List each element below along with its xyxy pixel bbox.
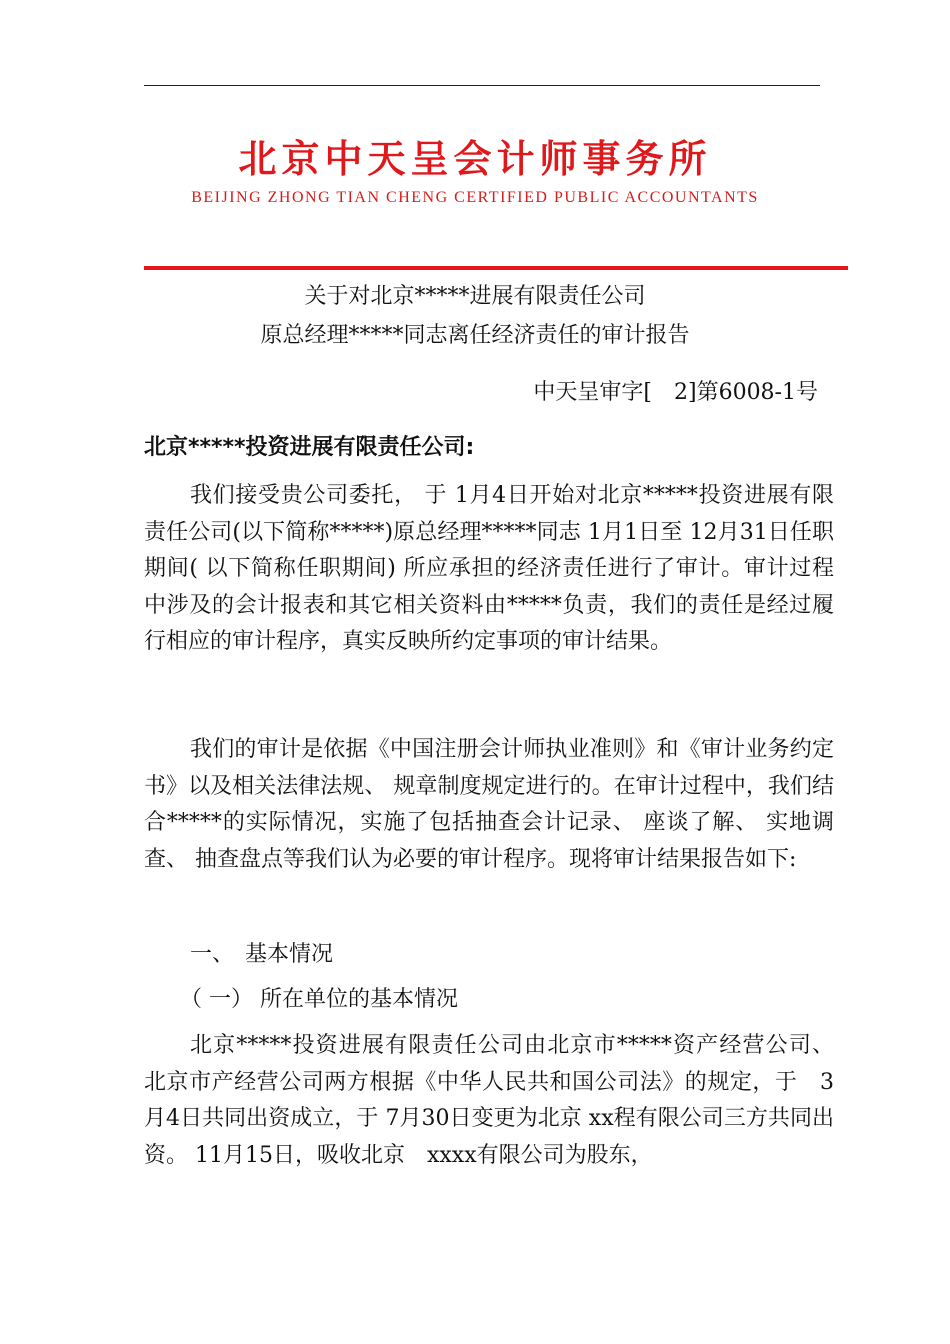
paragraph-text: 我们接受贵公司委托， 于 1月4日开始对北京*****投资进展有限责任公司(以下简称*****)原总经理*****同志 1月1日至 12月31日任职期间( 以下简称任职期间) 所应承担的经济责任进行了审计。审计过程中涉及的会计报表和其它相关资料由*****负责，我们的责任是经过履行相应的审计程序，真实反映所约定事项的审计结果。 [144, 483, 834, 655]
report-title-line-1: 关于对北京*****进展有限责任公司 [304, 284, 646, 309]
letterhead-red-rule [144, 266, 848, 270]
firm-name-cn: 北京中天呈会计师事务所 [238, 137, 712, 181]
top-divider [144, 85, 820, 86]
section-heading-2: （ 一） 所在单位的基本情况 [180, 987, 458, 1012]
addressee: 北京*****投资进展有限责任公司: [144, 435, 475, 460]
body-paragraph-2 [144, 732, 834, 878]
body-paragraph-3 [144, 1028, 834, 1174]
firm-name-en: BEIJING ZHONG TIAN CHENG CERTIFIED PUBLIC ACCOUNTANTS [191, 189, 759, 206]
body-paragraph-1 [144, 478, 834, 661]
report-title-line-2: 原总经理*****同志离任经济责任的审计报告 [260, 323, 690, 348]
section-heading-1: 一、 基本情况 [190, 942, 334, 967]
paragraph-text: 北京*****投资进展有限责任公司由北京市*****资产经营公司、 北京市产经营公司两方根据《中华人民共和国公司法》的规定，于 3月4日共同出资成立，于 7月30日变更为北京 xx程有限公司三方共同出资。 11月15日，吸收北京 xxxx有限公司为股东， [144, 1033, 834, 1168]
paragraph-text: 我们的审计是依据《中国注册会计师执业准则》和《审计业务约定书》以及相关法律法规、 规章制度规定进行的。在审计过程中，我们结合*****的实际情况，实施了包括抽查会计记录、 座谈了解、 实地调查、 抽查盘点等我们认为必要的审计程序。现将审计结果报告如下: [144, 737, 834, 872]
reference-number: 中天呈审字[ 2]第6008-1号 [533, 380, 818, 405]
